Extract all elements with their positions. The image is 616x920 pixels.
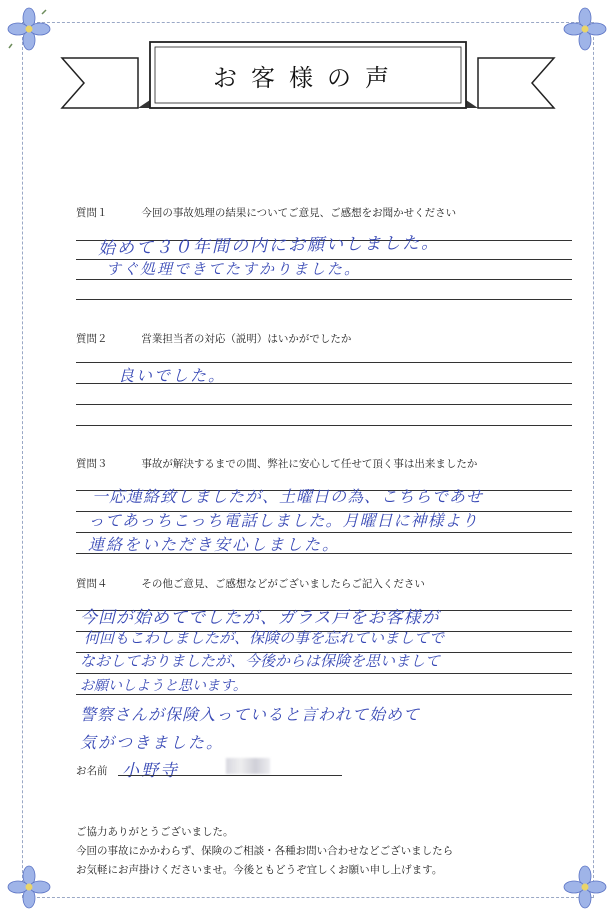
question-text: 営業担当者の対応（説明）はいかがでしたか xyxy=(141,333,352,345)
flower-icon xyxy=(6,6,52,52)
question-number: 質問３ xyxy=(76,458,108,470)
flower-icon xyxy=(6,864,52,910)
question-1 xyxy=(76,205,456,220)
handwritten-answer: お願いしようと思います。 xyxy=(80,678,247,694)
question-3 xyxy=(76,456,477,471)
answer-line xyxy=(76,404,572,405)
handwritten-answer: なおしておりましたが、今後からは保険を思いまして xyxy=(80,652,441,670)
page-title: お客様の声 xyxy=(213,63,403,92)
question-number: 質問１ xyxy=(76,207,108,219)
handwritten-answer: 連絡をいただき安心しました。 xyxy=(88,535,341,554)
footer-thanks: ご協力ありがとうございました。 xyxy=(76,826,234,838)
flower-icon xyxy=(562,864,608,910)
handwritten-answer: 一応連絡致しましたが、土曜日の為、こちらであせ xyxy=(92,487,483,506)
footer-line: 今回の事故にかかわらず、保険のご相談・各種お問い合わせなどございましたら xyxy=(76,845,454,857)
handwritten-answer: 何回もこわしましたが、保険の事を忘れていましてで xyxy=(84,629,445,647)
answer-line xyxy=(76,673,572,674)
question-number: 質問４ xyxy=(76,578,108,590)
handwritten-answer: 始めて３０年間の内にお願いしました。 xyxy=(97,233,441,259)
handwritten-name: 小野寺 xyxy=(122,761,179,781)
handwritten-answer: 警察さんが保険入っていると言われて始めて xyxy=(80,705,421,724)
name-line xyxy=(118,775,342,776)
handwritten-answer: すぐ処理できてたすかりました。 xyxy=(106,260,362,278)
answer-line xyxy=(76,425,572,426)
question-text: その他ご意見、ご感想などがございましたらご記入ください xyxy=(141,578,425,590)
question-2 xyxy=(76,331,351,346)
question-number: 質問２ xyxy=(76,333,108,345)
handwritten-answer: 今回が始めてでしたが、ガラス戸をお客様が xyxy=(80,608,440,628)
answer-line xyxy=(76,279,572,280)
name-label: お名前 xyxy=(76,765,108,777)
answer-line xyxy=(76,299,572,300)
question-text: 事故が解決するまでの間、弊社に安心して任せて頂く事は出来ましたか xyxy=(141,458,478,470)
footer-line: お気軽にお声掛けくださいませ。今後ともどうぞ宜しくお願い申し上げます。 xyxy=(76,864,443,876)
handwritten-answer: 気がつきました。 xyxy=(80,733,225,752)
question-4 xyxy=(76,576,425,591)
flower-icon xyxy=(562,6,608,52)
handwritten-answer: ってあっちこっち電話しました。月曜日に神様より xyxy=(88,511,479,530)
question-text: 今回の事故処理の結果についてご意見、ご感想をお聞かせください xyxy=(141,207,457,219)
redacted-name xyxy=(226,758,270,774)
handwritten-answer: 良いでした。 xyxy=(118,366,227,385)
